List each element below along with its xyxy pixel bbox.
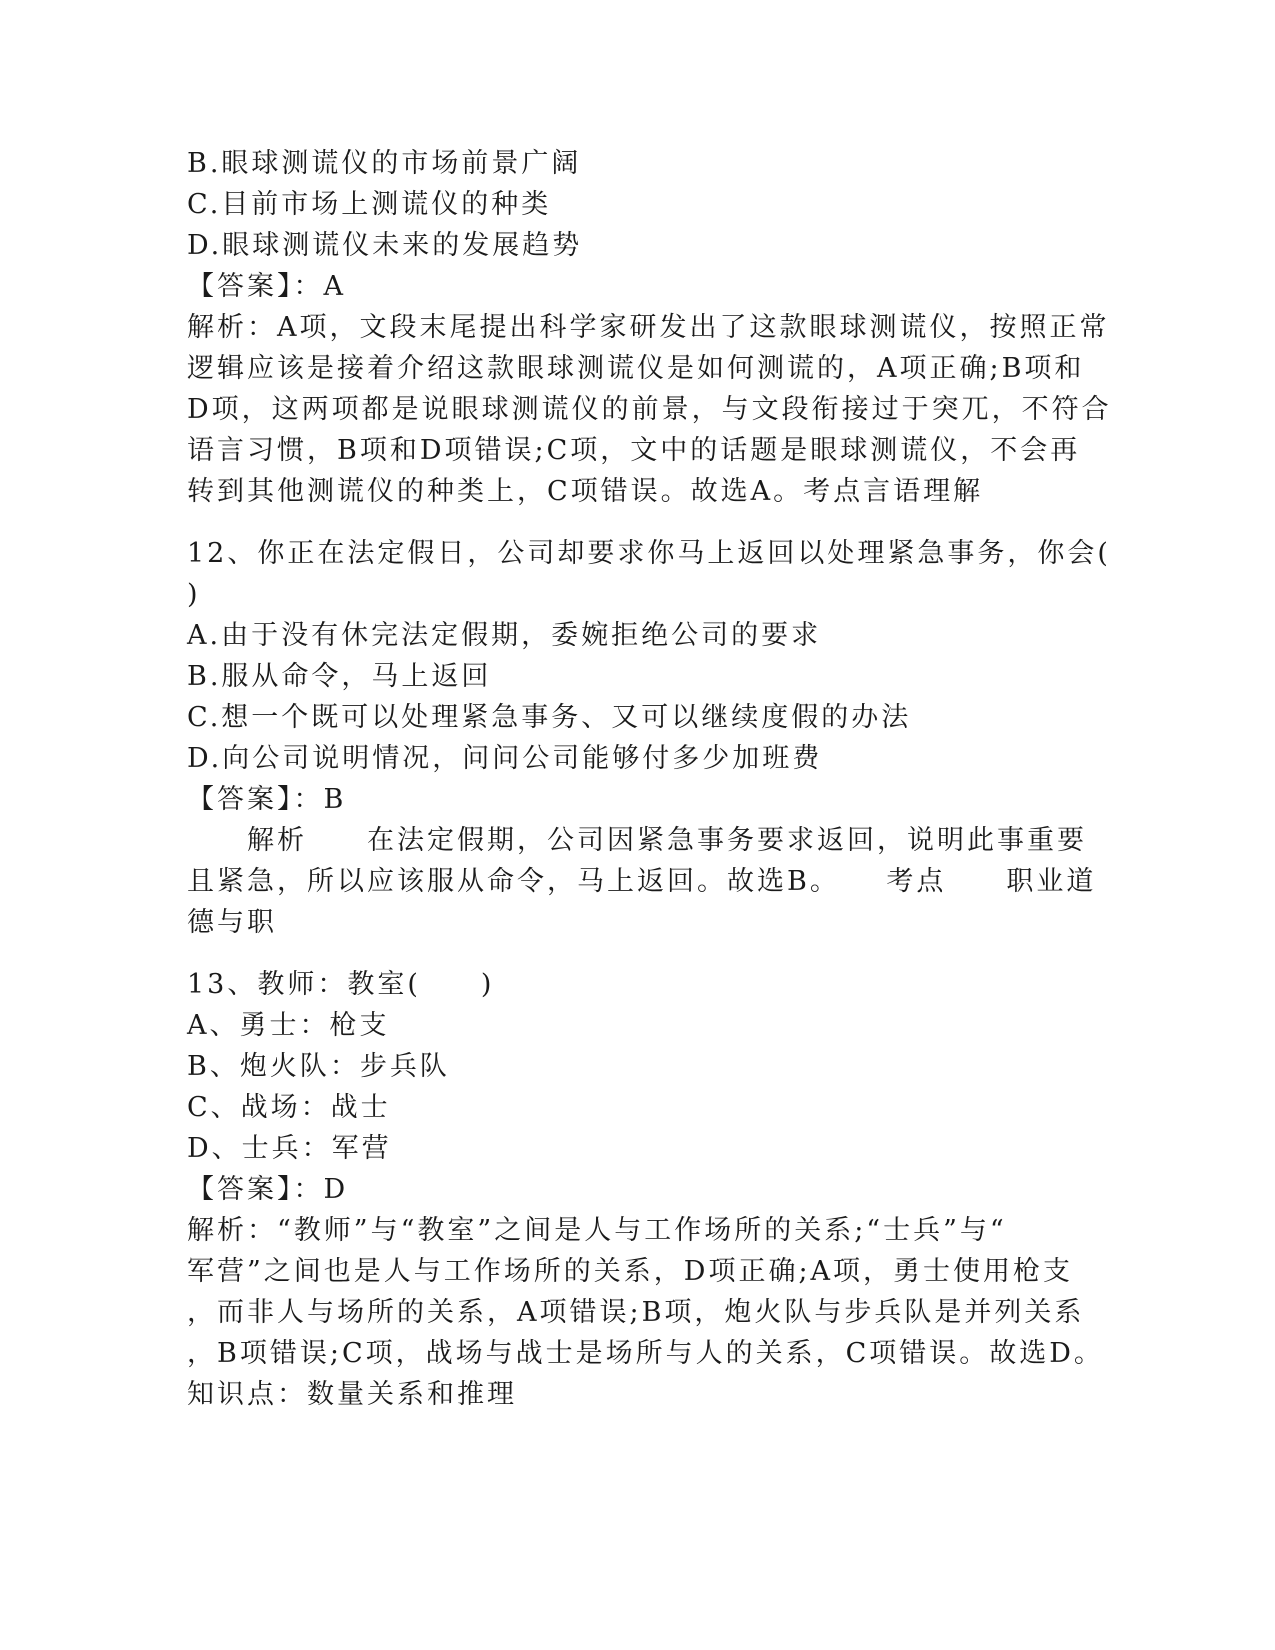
q13-analysis-line: 解析：“教师”与“教室”之间是人与工作场所的关系;“士兵”与“ [187, 1215, 1007, 1246]
q11-analysis-line: D项，这两项都是说眼球测谎仪的前景，与文段衔接过于突兀，不符合 [187, 394, 1112, 425]
q13-analysis-line: 知识点：数量关系和推理 [187, 1379, 517, 1410]
q12-option-a: A.由于没有休完法定假期，委婉拒绝公司的要求 [187, 620, 822, 651]
q12-analysis-line: 且紧急，所以应该服从命令，马上返回。故选B。 考点 职业道 [187, 866, 1097, 897]
q11-option-b: B.眼球测谎仪的市场前景广阔 [187, 148, 582, 179]
q12-option-c: C.想一个既可以处理紧急事务、又可以继续度假的办法 [187, 702, 912, 733]
q13-question: 13、教师：教室( ) [187, 969, 495, 1000]
q12-answer: 【答案】：B [187, 784, 347, 815]
q12-question-line: 12、你正在法定假日，公司却要求你马上返回以处理紧急事务，你会( [187, 538, 1111, 569]
q13-option-c: C、战场：战士 [187, 1092, 391, 1123]
q12-analysis-line: 解析 在法定假期，公司因紧急事务要求返回，说明此事重要 [187, 825, 1087, 856]
q11-answer: 【答案】：A [187, 271, 346, 302]
q13-option-a: A、勇士：枪支 [187, 1010, 390, 1041]
q11-analysis-line: 解析：A项，文段末尾提出科学家研发出了这款眼球测谎仪，按照正常 [187, 312, 1110, 343]
q13-option-d: D、士兵：军营 [187, 1133, 392, 1164]
q11-option-d: D.眼球测谎仪未来的发展趋势 [187, 230, 583, 261]
q11-analysis-line: 语言习惯，B项和D项错误;C项，文中的话题是眼球测谎仪，不会再 [187, 435, 1081, 466]
q12-analysis-line: 德与职 [187, 907, 277, 938]
q11-analysis-line: 转到其他测谎仪的种类上，C项错误。故选A。考点言语理解 [187, 476, 984, 507]
q11-analysis-line: 逻辑应该是接着介绍这款眼球测谎仪是如何测谎的，A项正确;B项和 [187, 353, 1085, 384]
q11-option-c: C.目前市场上测谎仪的种类 [187, 189, 552, 220]
q12-option-d: D.向公司说明情况，问问公司能够付多少加班费 [187, 743, 823, 774]
q12-option-b: B.服从命令，马上返回 [187, 661, 492, 692]
q13-analysis-line: ，而非人与场所的关系，A项错误;B项，炮火队与步兵队是并列关系 [187, 1297, 1085, 1328]
q12-question-line: ) [187, 579, 201, 610]
q13-option-b: B、炮火队：步兵队 [187, 1051, 450, 1082]
q13-answer: 【答案】：D [187, 1174, 349, 1205]
q13-analysis-line: ，B项错误;C项，战场与战士是场所与人的关系，C项错误。故选D。 [187, 1338, 1104, 1369]
q13-analysis-line: 军营”之间也是人与工作场所的关系，D项正确;A项，勇士使用枪支 [187, 1256, 1074, 1287]
